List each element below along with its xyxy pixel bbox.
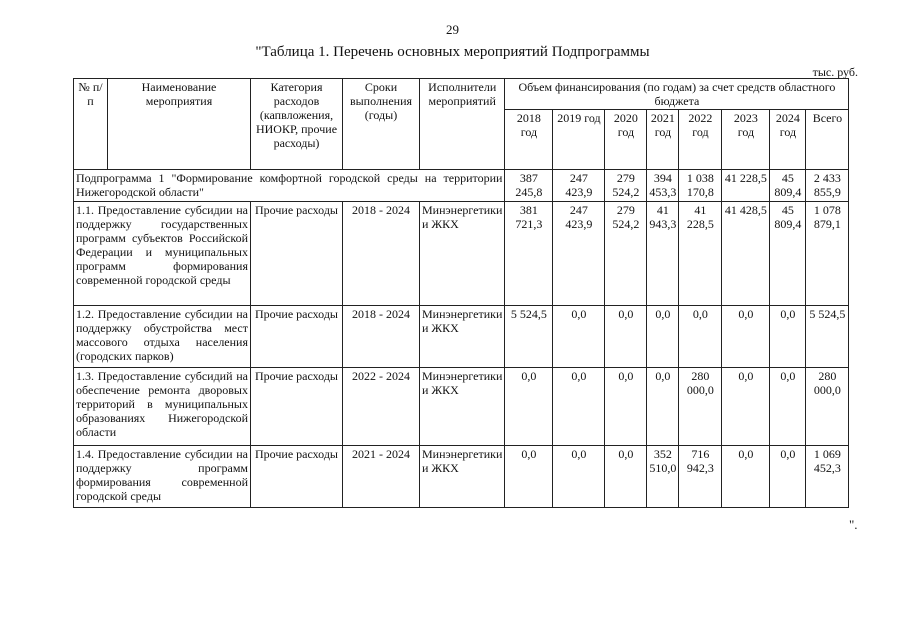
header-executors: Исполнители мероприятий [420, 79, 505, 170]
page-number: 29 [446, 22, 459, 37]
measure-terms: 2018 - 2024 [343, 202, 420, 306]
measure-value: 280 000,0 [679, 368, 722, 446]
measure-value: 0,0 [605, 368, 647, 446]
measure-value: 0,0 [722, 368, 770, 446]
header-category: Категория расходов (капвложения, НИОКР, прочие расходы) [251, 79, 343, 170]
measure-name: 1.4. Предоставление субсидии на поддержку программ формирования современной городской среды [74, 446, 251, 508]
measure-value: 0,0 [679, 306, 722, 368]
measure-value: 0,0 [505, 446, 553, 508]
subprogram-name: Подпрограмма 1 "Формирование комфортной городской среды на территории Нижегородской области" [74, 170, 505, 202]
header-year: 2023 год [722, 110, 770, 170]
closing-quote: ". [849, 517, 858, 532]
subprogram-value: 1 038 170,8 [679, 170, 722, 202]
measure-value: 41 428,5 [722, 202, 770, 306]
measure-category: Прочие расходы [251, 368, 343, 446]
measure-terms: 2022 - 2024 [343, 368, 420, 446]
header-year: 2018 год [505, 110, 553, 170]
header-name: Наименование мероприятия [108, 79, 251, 170]
units-label: тыс. руб. [812, 65, 858, 79]
header-year: 2022 год [679, 110, 722, 170]
measure-value: 0,0 [647, 368, 679, 446]
measure-value: 0,0 [505, 368, 553, 446]
header-year: 2019 год [553, 110, 605, 170]
measure-name: 1.3. Предоставление субсидий на обеспечение ремонта дворовых территорий в муниципальных образованиях Нижегородской области [74, 368, 251, 446]
header-year: Всего [806, 110, 849, 170]
table-row [74, 202, 849, 306]
header-terms: Сроки выполнения (годы) [343, 79, 420, 170]
measure-value: 45 809,4 [770, 202, 806, 306]
table-row [74, 306, 849, 368]
table-title: "Таблица 1. Перечень основных мероприятий Подпрограммы [255, 44, 650, 60]
subprogram-value: 2 433 855,9 [806, 170, 849, 202]
measure-value: 0,0 [722, 446, 770, 508]
subprogram-value: 41 228,5 [722, 170, 770, 202]
measure-executor: Минэнергетики и ЖКХ [420, 306, 505, 368]
header-year: 2024 год [770, 110, 806, 170]
measure-value: 5 524,5 [505, 306, 553, 368]
measure-value: 1 078 879,1 [806, 202, 849, 306]
measure-category: Прочие расходы [251, 202, 343, 306]
measure-executor: Минэнергетики и ЖКХ [420, 446, 505, 508]
header-year: 2021 год [647, 110, 679, 170]
measure-value: 1 069 452,3 [806, 446, 849, 508]
measure-terms: 2021 - 2024 [343, 446, 420, 508]
subprogram-value: 387 245,8 [505, 170, 553, 202]
measure-value: 0,0 [770, 446, 806, 508]
measure-value: 279 524,2 [605, 202, 647, 306]
measure-terms: 2018 - 2024 [343, 306, 420, 368]
measure-value: 247 423,9 [553, 202, 605, 306]
measure-value: 0,0 [605, 306, 647, 368]
measure-value: 0,0 [722, 306, 770, 368]
header-year: 2020 год [605, 110, 647, 170]
measure-value: 352 510,0 [647, 446, 679, 508]
table-row [74, 446, 849, 508]
measures-table [73, 78, 849, 508]
measure-value: 0,0 [553, 446, 605, 508]
measure-executor: Минэнергетики и ЖКХ [420, 368, 505, 446]
measure-value: 0,0 [553, 368, 605, 446]
measure-value: 0,0 [647, 306, 679, 368]
measure-name: 1.2. Предоставление субсидии на поддержку обустройства мест массового отдыха населения (городских парков) [74, 306, 251, 368]
measure-value: 41 228,5 [679, 202, 722, 306]
header-num: № п/п [74, 79, 108, 170]
measure-value: 5 524,5 [806, 306, 849, 368]
measure-value: 280 000,0 [806, 368, 849, 446]
measure-value: 0,0 [605, 446, 647, 508]
subprogram-value: 394 453,3 [647, 170, 679, 202]
measure-category: Прочие расходы [251, 306, 343, 368]
measure-value: 41 943,3 [647, 202, 679, 306]
measure-value: 0,0 [770, 306, 806, 368]
table-row [74, 368, 849, 446]
subprogram-value: 279 524,2 [605, 170, 647, 202]
measure-value: 0,0 [553, 306, 605, 368]
measure-name: 1.1. Предоставление субсидии на поддержку государственных программ субъектов Российской Федерации и муниципальных программ формирования современной городской среды [74, 202, 251, 306]
measure-value: 381 721,3 [505, 202, 553, 306]
measure-executor: Минэнергетики и ЖКХ [420, 202, 505, 306]
header-funding: Объем финансирования (по годам) за счет средств областного бюджета [505, 79, 849, 110]
subprogram-value: 247 423,9 [553, 170, 605, 202]
measure-value: 0,0 [770, 368, 806, 446]
measure-category: Прочие расходы [251, 446, 343, 508]
measure-value: 716 942,3 [679, 446, 722, 508]
subprogram-value: 45 809,4 [770, 170, 806, 202]
